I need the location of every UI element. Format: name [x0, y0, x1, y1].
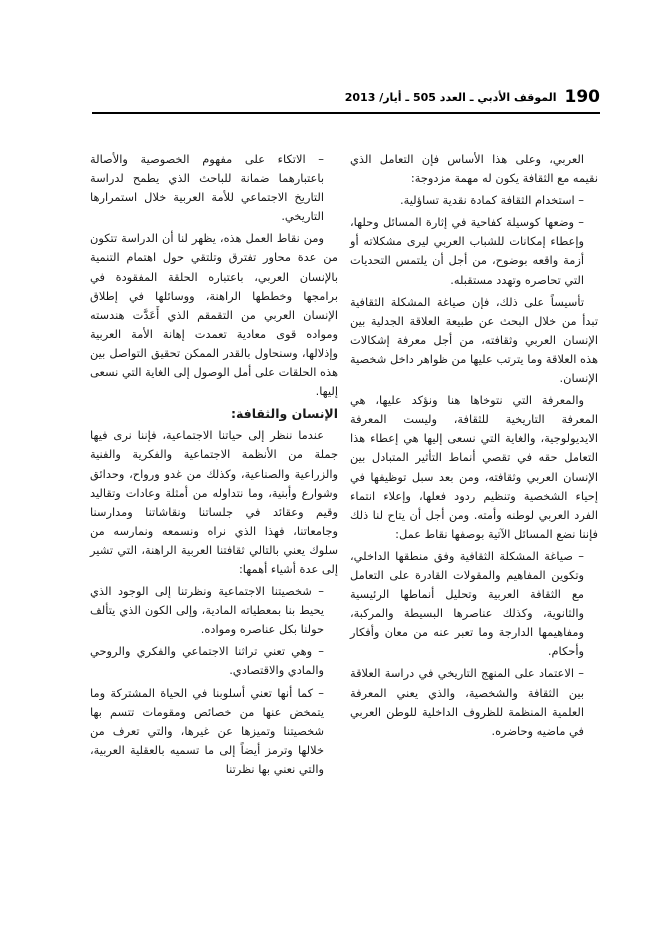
- list-item: – وهي تعني تراثنا الاجتماعي والفكري والروحي والمادي والاقتصادي.: [90, 644, 324, 678]
- running-header: [340, 86, 600, 108]
- right-column: [350, 150, 598, 744]
- paragraph: ومن نقاط العمل هذه، يظهر لنا أن الدراسة تتكون من عدة محاور تفترق وتلتقي حول اهتمام التنمية بالإنسان العربي، باعتباره الحلقة المفقودة في برامجها وخططها الراهنة، ووسائلها في إطلاق الإنسان العربي من التقمقم الذي أَعَدَّت هندسته ومواده قوى معادية تعمدت إهانة الأمة العربية وإذلالها، وسنحاول بالقدر الممكن تحقيق التواصل بين هذه الحلقات على أمل الوصول إلى الغاية التي نسعى إليها.: [90, 231, 338, 399]
- list-item: – الاتكاء على مفهوم الخصوصية والأصالة باعتبارهما ضمانة للباحث الذي يطمح لدراسة التاريخ الاجتماعي للأمة العربية خلال استمرارها التاريخي.: [90, 152, 324, 224]
- list-item: – الاعتماد على المنهج التاريخي في دراسة العلاقة بين الثقافة والشخصية، والذي يعني المعرفة العلمية المنظمة للظروف الداخلية للوطن العربي في ماضيه وحاضره.: [350, 666, 584, 738]
- list-item: – وضعها كوسيلة كفاحية في إثارة المسائل وحلها، وإعطاء إمكانات للشباب العربي ليرى مشكلاته أو أزمة واقعه بوضوح، من أجل أن يلتمس التحديات التي تحاصره وتهدد مستقبله.: [350, 215, 584, 287]
- left-column: [90, 150, 338, 782]
- page-number: 190: [564, 87, 600, 107]
- list-item: – استخدام الثقافة كمادة نقدية تساؤلية.: [400, 193, 584, 208]
- paragraph: عندما ننظر إلى حياتنا الاجتماعية، فإننا نرى فيها جملة من الأنظمة الاجتماعية والفكرية والفنية والزراعية والصناعية، وكذلك من غدو ورواح، وحدائق وشوارع وأبنية، وما نتداوله من أمثلة وعادات وتقاليد وقيم وعقائد في جلساتنا ونقاشاتنا ومدارسنا وجامعاتنا، فهذا الذي نراه ونسمعه ونمارسه من سلوك يعني بالتالي ثقافتنا العربية الراهنة، التي تشير إلى عدة أشياء أهمها:: [90, 428, 338, 576]
- paragraph: تأسيساً على ذلك، فإن صياغة المشكلة الثقافية تبدأ من خلال البحث عن طبيعة العلاقة الجدلية بين الإنسان العربي وثقافته، من أجل معرفة إشكالات هذه العلاقة وما يترتب عليها من ظواهر داخل شخصية الإنسان.: [350, 294, 598, 386]
- paragraph: والمعرفة التي نتوخاها هنا ونؤكد عليها، هي المعرفة التاريخية للثقافة، وليست المعرفة الايديولوجية، والغاية التي نسعى إليها هي إعطاء هذا التعامل حقه في تقصي أنماط التأثير المتبادل بين الإنسان العربي وثقافته، ومن بعد سبل توظيفها في إحياء الشخصية وتنظيم ردود فعلها، وإعلاء انتماء الفرد العربي لوطنه وأمته. ومن أجل أن يتاح لنا ذلك فإننا نضع المسائل الآتية بوصفها نقاط عمل:: [350, 393, 598, 541]
- section-heading: الإنسان والثقافة:: [230, 406, 338, 422]
- header-rule: [92, 112, 600, 114]
- issue-label: الموقف الأدبي ـ العدد 505 ـ أيار/ 2013: [344, 90, 557, 104]
- list-item: – شخصيتنا الاجتماعية ونظرتنا إلى الوجود الذي يحيط بنا بمعطياته المادية، وإلى الكون الذي يتألف حولنا بكل عناصره ومواده.: [90, 584, 324, 637]
- paragraph: العربي، وعلى هذا الأساس فإن التعامل الذي نقيمه مع الثقافة يكون له مهمة مزدوجة:: [350, 152, 598, 186]
- list-item: – صياغة المشكلة الثقافية وفق منطقها الداخلي، وتكوين المفاهيم والمقولات القادرة على التعامل مع الثقافة العربية وتحليل أنماطها الرئيسية والثانوية، وكذلك عناصرها البسيطة والمركبة، ومفاهيمها الدارجة وما تعبر عنه من معان وأفكار وأحكام.: [350, 548, 584, 659]
- list-item: – كما أنها تعني أسلوبنا في الحياة المشتركة وما يتمخض عنها من خصائص ومقومات تتسم بها شخصيتنا وتميزها عن غيرها، والتي تعرف من خلالها وترمز أيضاً إلى ما تسميه بالعقلية العربية، والتي نعني بها نظرتنا: [90, 685, 324, 776]
